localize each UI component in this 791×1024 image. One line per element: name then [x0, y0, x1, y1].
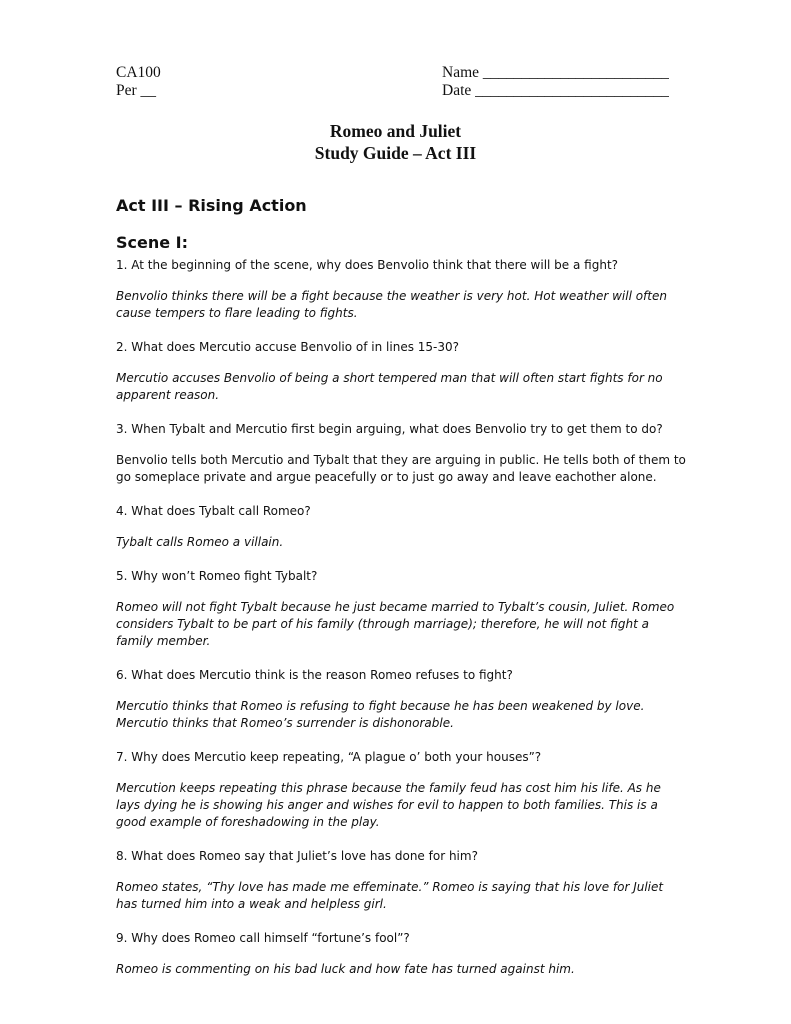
header-right: [442, 64, 669, 100]
name-field: [442, 64, 669, 82]
answer-4: Tybalt calls Romeo a villain.: [116, 535, 284, 549]
question-9: 9. Why does Romeo call himself “fortune’s fool”?: [116, 931, 410, 945]
question-4: 4. What does Tybalt call Romeo?: [116, 504, 311, 518]
question-1: 1. At the beginning of the scene, why does Benvolio think that there will be a fight?: [116, 258, 619, 272]
title-line-1: Romeo and Juliet: [329, 121, 462, 141]
section-heading: Act III – Rising Action: [116, 196, 307, 215]
answer-7: Mercution keeps repeating this phrase because the family feud has cost him his life. As he lays dying he is showing his anger and wishes for evil to happen to both families. This is a good example of foreshadowing in the play.: [116, 781, 661, 829]
answer-3: Benvolio tells both Mercutio and Tybalt that they are arguing in public. He tells both of them to go someplace private and argue peacefully or to just go away and leave eachother alone.: [116, 453, 686, 484]
question-8: 8. What does Romeo say that Juliet’s love has done for him?: [116, 849, 478, 863]
answer-6: Mercutio thinks that Romeo is refusing to fight because he has been weakened by love. Mercutio thinks that Romeo’s surrender is dishonorable.: [116, 699, 645, 730]
answer-1: Benvolio thinks there will be a fight because the weather is very hot. Hot weather will often cause tempers to flare leading to fights.: [116, 289, 667, 320]
name-line: ________________________: [482, 64, 669, 81]
answer-5: Romeo will not fight Tybalt because he just became married to Tybalt’s cousin, Juliet. Romeo considers Tybalt to be part of his family (through marriage); therefore, he will not fight a family member.: [116, 600, 675, 648]
question-5: 5. Why won’t Romeo fight Tybalt?: [116, 569, 318, 583]
question-2: 2. What does Mercutio accuse Benvolio of in lines 15-30?: [116, 340, 460, 354]
title-line-2: Study Guide – Act III: [314, 143, 477, 163]
question-6: 6. What does Mercutio think is the reason Romeo refuses to fight?: [116, 668, 513, 682]
header-left: [116, 64, 161, 100]
scene-heading: Scene I:: [116, 233, 189, 252]
answer-2: Mercutio accuses Benvolio of being a short tempered man that will often start fights for no apparent reason.: [116, 371, 663, 402]
period-field: Per __: [116, 82, 157, 99]
name-label: Name: [442, 64, 480, 81]
date-line: _________________________: [475, 82, 669, 99]
answer-8: Romeo states, “Thy love has made me effeminate.” Romeo is saying that his love for Juliet has turned him into a weak and helpless girl.: [116, 880, 664, 911]
question-3: 3. When Tybalt and Mercutio first begin arguing, what does Benvolio try to get them to do?: [116, 422, 663, 436]
answer-9: Romeo is commenting on his bad luck and how fate has turned against him.: [116, 962, 575, 976]
qa-list: [116, 257, 688, 995]
date-field: [442, 82, 669, 100]
document-title: [0, 120, 791, 164]
course-code: CA100: [116, 64, 161, 81]
date-label: Date: [442, 82, 472, 99]
question-7: 7. Why does Mercutio keep repeating, “A plague o’ both your houses”?: [116, 750, 542, 764]
